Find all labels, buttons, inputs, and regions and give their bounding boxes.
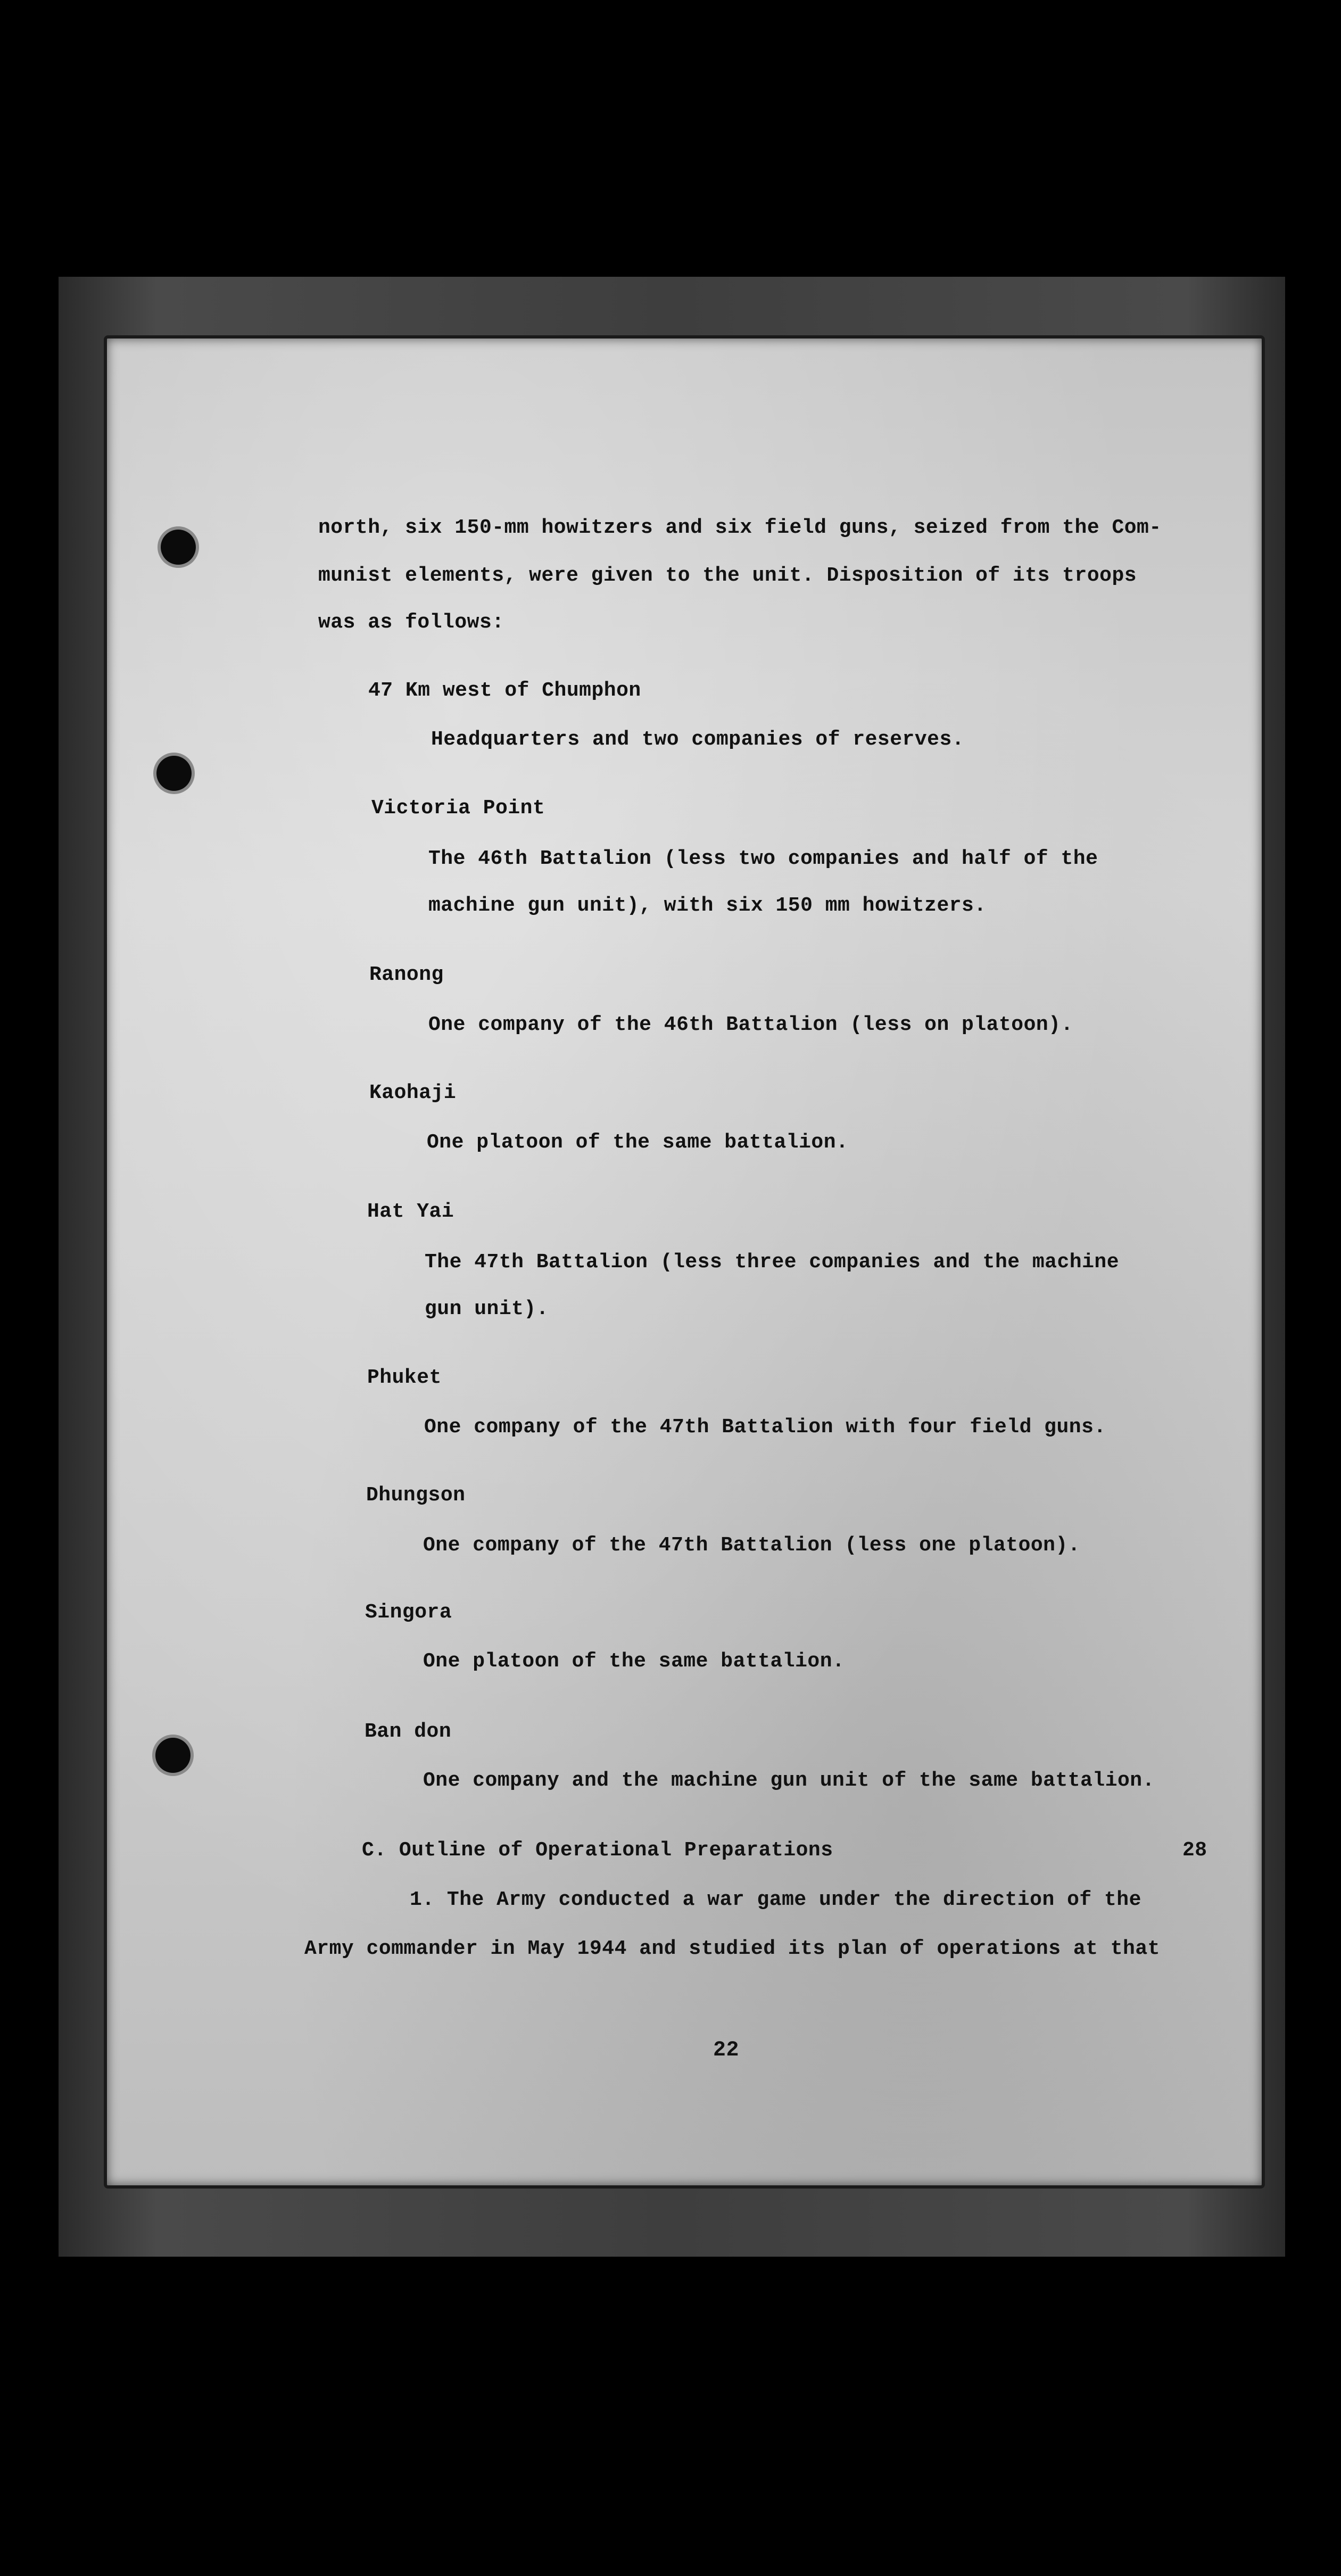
margin-number: 28 [1182, 1839, 1207, 1862]
intro-line: was as follows: [318, 611, 504, 634]
section-heading: C. Outline of Operational Preparations [362, 1839, 833, 1862]
disposition-line: gun unit). [425, 1298, 549, 1320]
place-heading: Singora [365, 1601, 452, 1624]
place-heading: Victoria Point [371, 797, 545, 820]
disposition-line: machine gun unit), with six 150 mm howitzers. [428, 894, 987, 917]
intro-line: munist elements, were given to the unit. Disposition of its troops [318, 564, 1137, 587]
disposition-line: One platoon of the same battalion. [423, 1650, 845, 1673]
place-heading: Phuket [367, 1366, 442, 1389]
place-heading: Ban don [365, 1720, 452, 1743]
punch-hole-top [161, 530, 196, 565]
punch-hole-middle [156, 756, 192, 791]
disposition-line: Headquarters and two companies of reserves. [431, 728, 965, 751]
place-heading: Hat Yai [367, 1200, 454, 1223]
intro-line: north, six 150-mm howitzers and six field guns, seized from the Com- [318, 516, 1162, 539]
disposition-line: The 46th Battalion (less two companies and half of the [428, 847, 1098, 870]
disposition-line: One platoon of the same battalion. [427, 1131, 849, 1154]
disposition-line: One company of the 47th Battalion (less one platoon). [423, 1534, 1081, 1557]
place-heading: Ranong [369, 963, 444, 986]
page-number: 22 [713, 2038, 740, 2062]
paragraph-line: Army commander in May 1944 and studied its plan of operations at that [304, 1937, 1160, 1960]
disposition-line: One company and the machine gun unit of the same battalion. [423, 1769, 1155, 1792]
disposition-line: One company of the 47th Battalion with four field guns. [424, 1416, 1106, 1439]
disposition-line: One company of the 46th Battalion (less on platoon). [428, 1013, 1073, 1036]
place-heading: Dhungson [366, 1484, 466, 1507]
place-heading: Kaohaji [369, 1081, 457, 1104]
paragraph-line: 1. The Army conducted a war game under the direction of the [410, 1888, 1141, 1911]
place-heading: 47 Km west of Chumphon [368, 679, 641, 702]
disposition-line: The 47th Battalion (less three companies and the machine [425, 1251, 1120, 1274]
punch-hole-bottom [155, 1738, 191, 1773]
